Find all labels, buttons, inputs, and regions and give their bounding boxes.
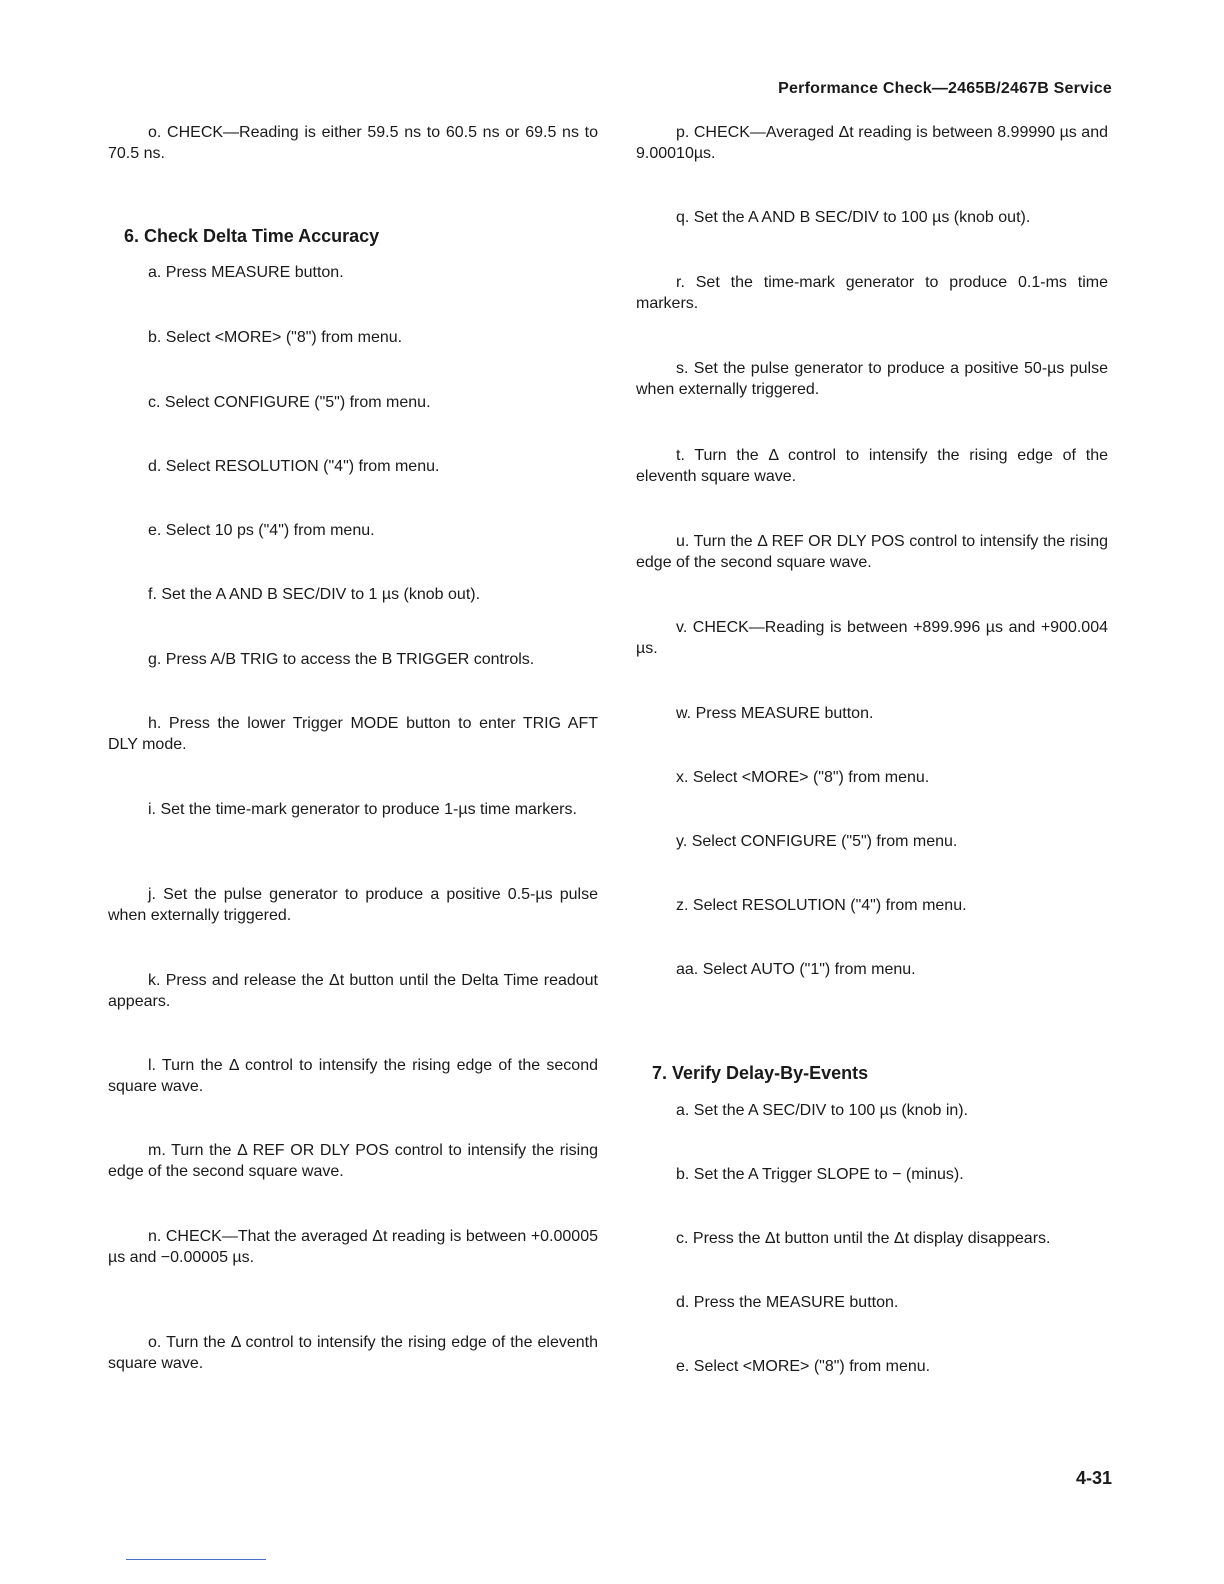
step-6f: f. Set the A AND B SEC/DIV to 1 µs (knob out).: [148, 586, 481, 603]
page-number: 4-31: [1075, 1468, 1112, 1488]
step-6a: a. Press MEASURE button.: [148, 264, 344, 281]
step-6e: e. Select 10 ps ("4") from menu.: [148, 522, 375, 539]
step-7d: d. Press the MEASURE button.: [676, 1294, 899, 1311]
step-6i: i. Set the time-mark generator to produce 1-µs time markers.: [148, 801, 577, 818]
step-6k: k. Press and release the Δt button until the Delta Time readout appears.: [108, 972, 598, 1010]
step-7a: a. Set the A SEC/DIV to 100 µs (knob in).: [676, 1102, 969, 1119]
step-6w: w. Press MEASURE button.: [676, 705, 874, 722]
step-7c: c. Press the Δt button until the Δt display disappears.: [676, 1230, 1051, 1247]
step-6v: v. CHECK—Reading is between +899.996 µs and +900.004 µs.: [636, 619, 1108, 657]
step-7b: b. Set the A Trigger SLOPE to − (minus).: [676, 1166, 964, 1183]
step-6u: u. Turn the Δ REF OR DLY POS control to intensify the rising edge of the second square wave.: [636, 533, 1108, 571]
step-6o: o. Turn the Δ control to intensify the rising edge of the eleventh square wave.: [108, 1334, 598, 1372]
step-6b: b. Select <MORE> ("8") from menu.: [148, 329, 403, 346]
step-6aa: aa. Select AUTO ("1") from menu.: [676, 961, 916, 978]
step-6s: s. Set the pulse generator to produce a positive 50-µs pulse when externally triggered.: [636, 360, 1108, 398]
step-6t: t. Turn the Δ control to intensify the rising edge of the eleventh square wave.: [636, 447, 1108, 485]
step-6l: l. Turn the Δ control to intensify the rising edge of the second square wave.: [108, 1057, 598, 1095]
step-6r: r. Set the time-mark generator to produce 0.1-ms time markers.: [636, 274, 1108, 312]
step-6h: h. Press the lower Trigger MODE button to enter TRIG AFT DLY mode.: [108, 715, 598, 753]
step-6y: y. Select CONFIGURE ("5") from menu.: [676, 833, 958, 850]
step-6c: c. Select CONFIGURE ("5") from menu.: [148, 394, 431, 411]
step-6n: n. CHECK—That the averaged Δt reading is between +0.00005 µs and −0.00005 µs.: [108, 1228, 598, 1266]
step-6m: m. Turn the Δ REF OR DLY POS control to intensify the rising edge of the second square wave.: [108, 1142, 598, 1180]
step-6j: j. Set the pulse generator to produce a positive 0.5-µs pulse when externally triggered.: [108, 886, 598, 924]
step-6d: d. Select RESOLUTION ("4") from menu.: [148, 458, 440, 475]
step-6g: g. Press A/B TRIG to access the B TRIGGER controls.: [148, 651, 535, 668]
step-7e: e. Select <MORE> ("8") from menu.: [676, 1358, 931, 1375]
footer-rule: [126, 1559, 266, 1560]
page-header: Performance Check—2465B/2467B Service: [778, 80, 1112, 97]
section-6-title: 6. Check Delta Time Accuracy: [124, 226, 380, 246]
step-6q: q. Set the A AND B SEC/DIV to 100 µs (knob out).: [676, 209, 1031, 226]
step-6p: p. CHECK—Averaged Δt reading is between 8.99990 µs and 9.00010µs.: [636, 124, 1108, 162]
section-7-title: 7. Verify Delay-By-Events: [652, 1063, 869, 1083]
step-6x: x. Select <MORE> ("8") from menu.: [676, 769, 930, 786]
step-o-check: o. CHECK—Reading is either 59.5 ns to 60.5 ns or 69.5 ns to 70.5 ns.: [108, 124, 598, 162]
step-6z: z. Select RESOLUTION ("4") from menu.: [676, 897, 967, 914]
